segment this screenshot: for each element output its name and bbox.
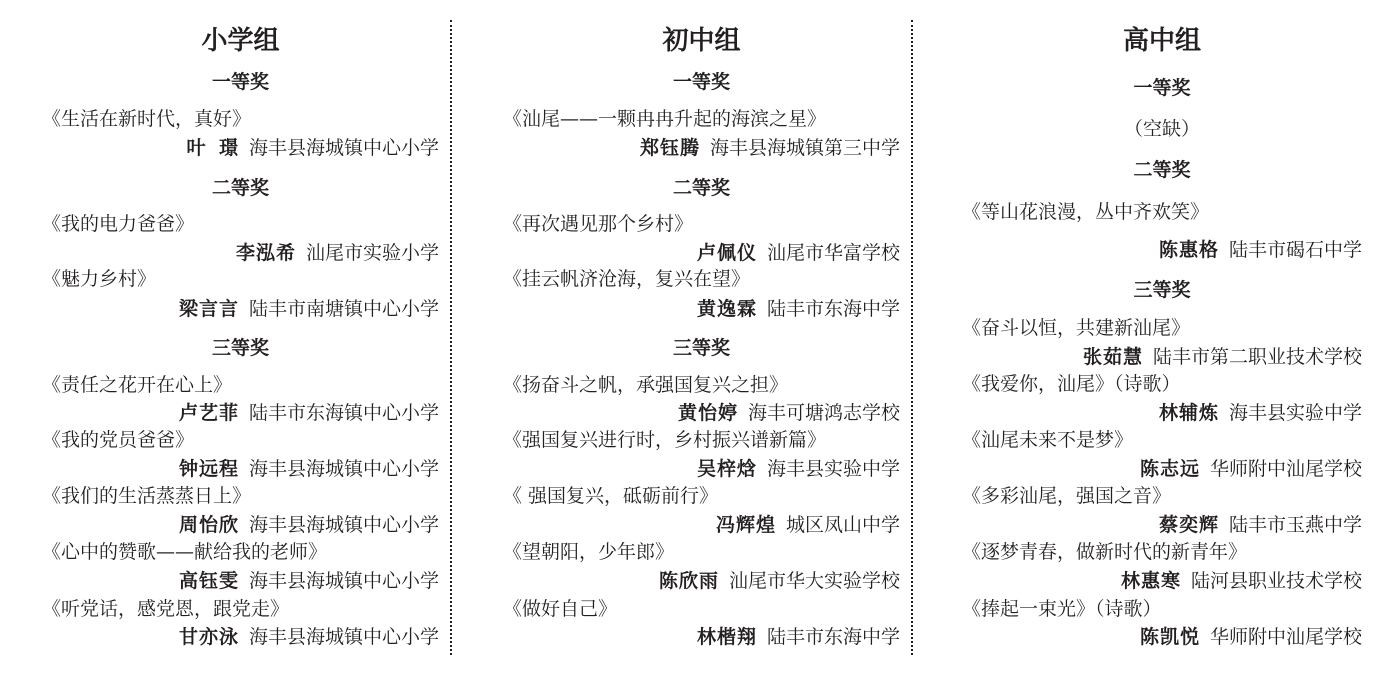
work-title: 《望朝阳，少年郎》 bbox=[503, 541, 675, 563]
author-name: 甘亦泳 bbox=[178, 626, 239, 648]
author-line bbox=[503, 457, 900, 481]
school-name: 汕尾市华富学校 bbox=[766, 242, 900, 264]
author-line bbox=[42, 513, 439, 537]
author-name: 梁言言 bbox=[178, 298, 239, 320]
work-title: 《 强国复兴，砥砺前行》 bbox=[503, 485, 719, 507]
author-line bbox=[42, 297, 439, 321]
school-name: 汕尾市实验小学 bbox=[305, 242, 439, 264]
school-name: 陆丰市碣石中学 bbox=[1228, 239, 1362, 261]
school-name: 海丰县海城镇中心小学 bbox=[248, 570, 439, 592]
author-name: 陈惠格 bbox=[1158, 239, 1219, 261]
author-name: 陈志远 bbox=[1139, 458, 1200, 480]
work-title: 《等山花浪漫，丛中齐欢笑》 bbox=[962, 201, 1210, 223]
work-title: 《做好自己》 bbox=[503, 598, 618, 620]
author-name: 钟远程 bbox=[178, 458, 239, 480]
work-title: 《多彩汕尾，强国之音》 bbox=[962, 485, 1172, 507]
work-title: 《捧起一束光》（诗歌） bbox=[962, 598, 1162, 620]
school-name: 海丰县海城镇中心小学 bbox=[248, 626, 439, 648]
author-line bbox=[42, 136, 439, 160]
school-name: 陆丰市东海中学 bbox=[766, 298, 900, 320]
school-name: 海丰县实验中学 bbox=[766, 458, 900, 480]
author-name: 高钰雯 bbox=[178, 570, 239, 592]
prize-heading-first: 一等奖 bbox=[211, 71, 269, 93]
school-name: 陆丰市东海镇中心小学 bbox=[248, 402, 439, 424]
prize-heading-third: 三等奖 bbox=[672, 337, 730, 359]
prize-heading-second: 二等奖 bbox=[211, 177, 269, 199]
author-name: 卢艺菲 bbox=[178, 402, 239, 424]
author-name: 吴梓焓 bbox=[696, 458, 757, 480]
prize-heading-second: 二等奖 bbox=[672, 177, 730, 199]
work-title: 《再次遇见那个乡村》 bbox=[503, 213, 694, 235]
author-name: 叶 璟 bbox=[186, 137, 239, 159]
work-title: 《责任之花开在心上》 bbox=[42, 374, 233, 396]
work-title: 《挂云帆济沧海，复兴在望》 bbox=[503, 268, 751, 290]
school-name: 城区凤山中学 bbox=[785, 514, 900, 536]
school-name: 陆丰市第二职业技术学校 bbox=[1152, 346, 1362, 368]
work-title: 《我的党员爸爸》 bbox=[42, 429, 195, 451]
school-name: 陆丰市东海中学 bbox=[766, 626, 900, 648]
work-title: 《心中的赞歌——献给我的老师》 bbox=[42, 541, 328, 563]
author-name: 陈欣雨 bbox=[658, 570, 719, 592]
column-divider-right bbox=[911, 20, 913, 655]
author-line bbox=[962, 238, 1362, 262]
work-title: 《奋斗以恒，共建新汕尾》 bbox=[962, 317, 1191, 339]
group-title-senior: 高中组 bbox=[1122, 26, 1201, 56]
author-line bbox=[42, 625, 439, 649]
work-title: 《生活在新时代，真好》 bbox=[42, 108, 252, 130]
author-name: 郑钰腾 bbox=[639, 137, 700, 159]
work-title: 《我们的生活蒸蒸日上》 bbox=[42, 485, 252, 507]
author-line bbox=[42, 241, 439, 265]
author-line bbox=[503, 136, 900, 160]
work-title: 《汕尾——一颗冉冉升起的海滨之星》 bbox=[503, 108, 827, 130]
school-name: 海丰县实验中学 bbox=[1228, 402, 1362, 424]
author-name: 卢佩仪 bbox=[696, 242, 757, 264]
work-title: 《扬奋斗之帆，承强国复兴之担》 bbox=[503, 374, 789, 396]
author-name: 林惠寒 bbox=[1120, 570, 1181, 592]
author-line bbox=[962, 625, 1362, 649]
work-title: 《逐梦青春，做新时代的新青年》 bbox=[962, 541, 1248, 563]
prize-heading-second: 二等奖 bbox=[1133, 159, 1191, 181]
author-line bbox=[962, 513, 1362, 537]
author-name: 周怡欣 bbox=[178, 514, 239, 536]
prize-heading-first: 一等奖 bbox=[672, 71, 730, 93]
author-name: 冯辉煌 bbox=[715, 514, 776, 536]
author-line bbox=[503, 401, 900, 425]
school-name: 海丰县海城镇第三中学 bbox=[709, 137, 900, 159]
group-title-primary: 小学组 bbox=[201, 26, 280, 56]
prize-heading-first: 一等奖 bbox=[1133, 77, 1191, 99]
vacant-note: （空缺） bbox=[1123, 118, 1200, 140]
author-line bbox=[42, 401, 439, 425]
work-title: 《魅力乡村》 bbox=[42, 268, 157, 290]
work-title: 《我爱你，汕尾》（诗歌） bbox=[962, 373, 1181, 395]
author-name: 陈凯悦 bbox=[1139, 626, 1200, 648]
author-line bbox=[503, 569, 900, 593]
author-line bbox=[503, 241, 900, 265]
senior-high-column bbox=[962, 0, 1362, 674]
group-title-junior: 初中组 bbox=[662, 26, 741, 56]
school-name: 海丰县海城镇中心小学 bbox=[248, 514, 439, 536]
school-name: 陆丰市南塘镇中心小学 bbox=[248, 298, 439, 320]
author-line bbox=[42, 569, 439, 593]
author-name: 林辅炼 bbox=[1158, 402, 1219, 424]
column-divider-left bbox=[450, 20, 452, 655]
author-line bbox=[962, 569, 1362, 593]
author-line bbox=[962, 401, 1362, 425]
school-name: 海丰可塘鸿志学校 bbox=[747, 402, 900, 424]
work-title: 《我的电力爸爸》 bbox=[42, 213, 195, 235]
author-name: 蔡奕辉 bbox=[1158, 514, 1219, 536]
school-name: 华师附中汕尾学校 bbox=[1209, 626, 1362, 648]
work-title: 《听党话，感党恩，跟党走》 bbox=[42, 598, 290, 620]
primary-school-column bbox=[42, 0, 439, 674]
author-name: 黄逸霖 bbox=[696, 298, 757, 320]
author-name: 张茹慧 bbox=[1082, 346, 1143, 368]
school-name: 海丰县海城镇中心小学 bbox=[248, 137, 439, 159]
school-name: 华师附中汕尾学校 bbox=[1209, 458, 1362, 480]
school-name: 陆河县职业技术学校 bbox=[1190, 570, 1362, 592]
author-name: 李泓希 bbox=[235, 242, 296, 264]
school-name: 汕尾市华大实验学校 bbox=[728, 570, 900, 592]
prize-heading-third: 三等奖 bbox=[211, 337, 269, 359]
work-title: 《强国复兴进行时，乡村振兴谱新篇》 bbox=[503, 429, 827, 451]
school-name: 陆丰市玉燕中学 bbox=[1228, 514, 1362, 536]
author-line bbox=[503, 513, 900, 537]
author-line bbox=[962, 345, 1362, 369]
author-name: 黄怡婷 bbox=[677, 402, 738, 424]
junior-high-column bbox=[503, 0, 900, 674]
school-name: 海丰县海城镇中心小学 bbox=[248, 458, 439, 480]
author-line bbox=[42, 457, 439, 481]
work-title: 《汕尾未来不是梦》 bbox=[962, 429, 1134, 451]
author-name: 林楷翔 bbox=[696, 626, 757, 648]
author-line bbox=[962, 457, 1362, 481]
prize-heading-third: 三等奖 bbox=[1133, 279, 1191, 301]
author-line bbox=[503, 297, 900, 321]
author-line bbox=[503, 625, 900, 649]
